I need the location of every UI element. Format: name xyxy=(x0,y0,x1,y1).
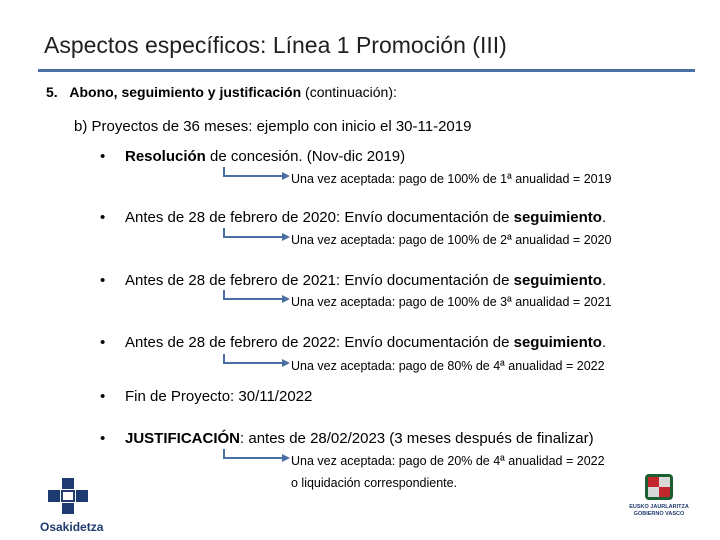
list-item: Antes de 28 de febrero de 2022: Envío documentación de seguimiento. xyxy=(125,334,607,351)
arrow-icon xyxy=(222,353,292,367)
page-title: Aspectos específicos: Línea 1 Promoción (III) xyxy=(44,32,507,58)
arrow-icon xyxy=(222,448,292,462)
arrow-icon xyxy=(222,227,292,241)
payment-note: Una vez aceptada: pago de 100% de 3ª anualidad = 2021 xyxy=(291,295,612,309)
list-item: Antes de 28 de febrero de 2020: Envío documentación de seguimiento. xyxy=(125,209,607,226)
list-item: Fin de Proyecto: 30/11/2022 xyxy=(125,388,313,405)
bullet: • xyxy=(100,209,106,226)
payment-note: Una vez aceptada: pago de 80% de 4ª anualidad = 2022 xyxy=(291,359,605,373)
section-rest: (continuación): xyxy=(301,84,397,100)
payment-note: Una vez aceptada: pago de 100% de 1ª anualidad = 2019 xyxy=(291,172,612,186)
gobierno-vasco-label: EUSKO JAURLARITZA GOBIERNO VASCO xyxy=(629,504,689,517)
subsection-heading: b) Proyectos de 36 meses: ejemplo con inicio el 30-11-2019 xyxy=(74,118,472,135)
bullet: • xyxy=(100,334,106,351)
list-item: Resolución de concesión. (Nov-dic 2019) xyxy=(125,148,406,165)
section-number: 5. xyxy=(46,84,58,100)
title-rule xyxy=(38,69,695,72)
osakidetza-cross-icon xyxy=(48,478,88,514)
list-item: Antes de 28 de febrero de 2021: Envío documentación de seguimiento. xyxy=(125,272,607,289)
payment-note: Una vez aceptada: pago de 20% de 4ª anualidad = 2022 xyxy=(291,454,605,468)
arrow-icon xyxy=(222,289,292,303)
list-item: JUSTIFICACIÓN: antes de 28/02/2023 (3 meses después de finalizar) xyxy=(125,430,594,447)
bullet: • xyxy=(100,148,106,165)
section-bold: Abono, seguimiento y justificación xyxy=(69,84,302,100)
coat-of-arms-icon xyxy=(631,474,687,504)
payment-note-continued: o liquidación correspondiente. xyxy=(291,476,458,490)
section-heading xyxy=(46,84,397,100)
payment-note: Una vez aceptada: pago de 100% de 2ª anualidad = 2020 xyxy=(291,233,612,247)
osakidetza-logo xyxy=(40,478,130,538)
gobierno-vasco-logo xyxy=(628,474,690,530)
bullet: • xyxy=(100,272,106,289)
osakidetza-label: Osakidetza xyxy=(40,520,104,534)
arrow-icon xyxy=(222,166,292,180)
bullet: • xyxy=(100,388,106,405)
bullet: • xyxy=(100,430,106,447)
